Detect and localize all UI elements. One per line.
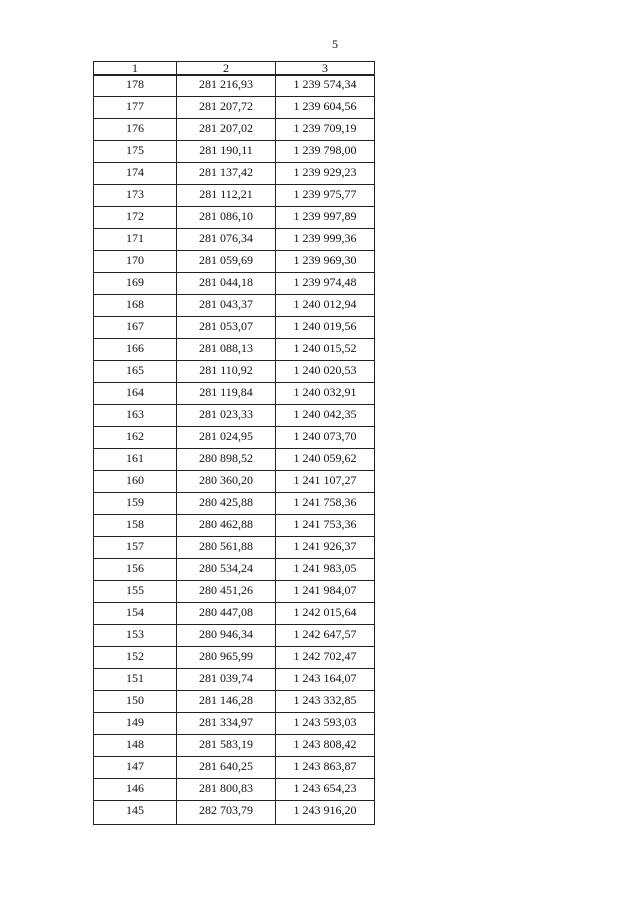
coordinate-x-cell: 281 207,02 bbox=[177, 120, 276, 142]
point-number-cell: 151 bbox=[94, 670, 177, 692]
point-number-cell: 173 bbox=[94, 186, 177, 208]
coordinate-y-cell: 1 239 929,23 bbox=[276, 164, 375, 186]
coordinates-table bbox=[93, 61, 375, 825]
table-row bbox=[94, 75, 375, 98]
coordinate-y-cell: 1 239 975,77 bbox=[276, 186, 375, 208]
coordinate-y-cell: 1 243 863,87 bbox=[276, 758, 375, 780]
coordinate-x-cell: 281 039,74 bbox=[177, 670, 276, 692]
coordinate-x-cell: 281 043,37 bbox=[177, 296, 276, 318]
coordinate-y-cell: 1 239 969,30 bbox=[276, 252, 375, 274]
point-number-cell: 153 bbox=[94, 626, 177, 648]
coordinate-y-cell: 1 240 059,62 bbox=[276, 450, 375, 472]
table-row bbox=[94, 582, 375, 604]
coordinate-y-cell: 1 239 974,48 bbox=[276, 274, 375, 296]
coordinate-x-cell: 280 447,08 bbox=[177, 604, 276, 626]
point-number-cell: 172 bbox=[94, 208, 177, 230]
coordinate-x-cell: 281 216,93 bbox=[177, 75, 276, 98]
point-number-cell: 158 bbox=[94, 516, 177, 538]
point-number-cell: 162 bbox=[94, 428, 177, 450]
table-row bbox=[94, 516, 375, 538]
table-row bbox=[94, 208, 375, 230]
coordinate-y-cell: 1 241 107,27 bbox=[276, 472, 375, 494]
coordinate-x-cell: 281 137,42 bbox=[177, 164, 276, 186]
table-row bbox=[94, 296, 375, 318]
table-header bbox=[94, 62, 375, 76]
point-number-cell: 159 bbox=[94, 494, 177, 516]
coordinate-y-cell: 1 243 332,85 bbox=[276, 692, 375, 714]
page-number: 5 bbox=[332, 37, 338, 51]
coordinate-x-cell: 280 534,24 bbox=[177, 560, 276, 582]
header-row bbox=[94, 62, 375, 76]
table-row bbox=[94, 780, 375, 802]
coordinate-x-cell: 281 207,72 bbox=[177, 98, 276, 120]
coordinate-y-cell: 1 240 042,35 bbox=[276, 406, 375, 428]
table-row bbox=[94, 120, 375, 142]
table-row bbox=[94, 274, 375, 296]
table-row bbox=[94, 406, 375, 428]
coordinate-y-cell: 1 240 019,56 bbox=[276, 318, 375, 340]
coordinate-x-cell: 281 112,21 bbox=[177, 186, 276, 208]
table-row bbox=[94, 384, 375, 406]
coordinate-x-cell: 282 703,79 bbox=[177, 802, 276, 825]
coordinate-y-cell: 1 243 164,07 bbox=[276, 670, 375, 692]
point-number-cell: 147 bbox=[94, 758, 177, 780]
coordinate-x-cell: 281 334,97 bbox=[177, 714, 276, 736]
point-number-cell: 157 bbox=[94, 538, 177, 560]
table-row bbox=[94, 318, 375, 340]
coordinate-x-cell: 281 190,11 bbox=[177, 142, 276, 164]
table-row bbox=[94, 736, 375, 758]
point-number-cell: 155 bbox=[94, 582, 177, 604]
point-number-cell: 171 bbox=[94, 230, 177, 252]
point-number-cell: 152 bbox=[94, 648, 177, 670]
coordinate-y-cell: 1 241 984,07 bbox=[276, 582, 375, 604]
point-number-cell: 154 bbox=[94, 604, 177, 626]
coordinate-y-cell: 1 243 593,03 bbox=[276, 714, 375, 736]
coordinate-x-cell: 280 965,99 bbox=[177, 648, 276, 670]
coordinate-y-cell: 1 243 808,42 bbox=[276, 736, 375, 758]
table-row bbox=[94, 648, 375, 670]
coordinate-x-cell: 281 024,95 bbox=[177, 428, 276, 450]
coordinate-x-cell: 281 088,13 bbox=[177, 340, 276, 362]
coordinate-x-cell: 280 561,88 bbox=[177, 538, 276, 560]
column-header-2: 2 bbox=[177, 62, 276, 76]
table-row bbox=[94, 494, 375, 516]
point-number-cell: 168 bbox=[94, 296, 177, 318]
coordinate-x-cell: 281 110,92 bbox=[177, 362, 276, 384]
table-row bbox=[94, 714, 375, 736]
table-row bbox=[94, 604, 375, 626]
coordinate-y-cell: 1 240 073,70 bbox=[276, 428, 375, 450]
point-number-cell: 160 bbox=[94, 472, 177, 494]
coordinate-y-cell: 1 241 758,36 bbox=[276, 494, 375, 516]
coordinate-y-cell: 1 239 999,36 bbox=[276, 230, 375, 252]
point-number-cell: 166 bbox=[94, 340, 177, 362]
point-number-cell: 178 bbox=[94, 75, 177, 98]
coordinate-x-cell: 280 451,26 bbox=[177, 582, 276, 604]
coordinate-x-cell: 281 076,34 bbox=[177, 230, 276, 252]
coordinate-y-cell: 1 241 926,37 bbox=[276, 538, 375, 560]
coordinate-x-cell: 280 898,52 bbox=[177, 450, 276, 472]
table-row bbox=[94, 252, 375, 274]
point-number-cell: 174 bbox=[94, 164, 177, 186]
point-number-cell: 170 bbox=[94, 252, 177, 274]
coordinate-y-cell: 1 241 753,36 bbox=[276, 516, 375, 538]
table-row bbox=[94, 362, 375, 384]
table-row bbox=[94, 670, 375, 692]
coordinate-y-cell: 1 239 997,89 bbox=[276, 208, 375, 230]
table-row bbox=[94, 758, 375, 780]
point-number-cell: 161 bbox=[94, 450, 177, 472]
coordinate-y-cell: 1 240 015,52 bbox=[276, 340, 375, 362]
point-number-cell: 175 bbox=[94, 142, 177, 164]
table-row bbox=[94, 560, 375, 582]
table-row bbox=[94, 98, 375, 120]
coordinate-y-cell: 1 239 709,19 bbox=[276, 120, 375, 142]
coordinate-y-cell: 1 241 983,05 bbox=[276, 560, 375, 582]
coordinate-y-cell: 1 243 654,23 bbox=[276, 780, 375, 802]
coordinate-x-cell: 280 462,88 bbox=[177, 516, 276, 538]
table-body bbox=[94, 75, 375, 825]
coordinate-x-cell: 281 640,25 bbox=[177, 758, 276, 780]
table-row bbox=[94, 538, 375, 560]
coordinate-x-cell: 281 800,83 bbox=[177, 780, 276, 802]
coordinate-y-cell: 1 240 012,94 bbox=[276, 296, 375, 318]
coordinate-x-cell: 280 946,34 bbox=[177, 626, 276, 648]
coordinate-x-cell: 281 053,07 bbox=[177, 318, 276, 340]
column-header-3: 3 bbox=[276, 62, 375, 76]
point-number-cell: 149 bbox=[94, 714, 177, 736]
table-row bbox=[94, 186, 375, 208]
coordinate-y-cell: 1 240 020,53 bbox=[276, 362, 375, 384]
point-number-cell: 169 bbox=[94, 274, 177, 296]
coordinate-y-cell: 1 242 702,47 bbox=[276, 648, 375, 670]
point-number-cell: 145 bbox=[94, 802, 177, 825]
table-row bbox=[94, 164, 375, 186]
table-row bbox=[94, 230, 375, 252]
coordinate-x-cell: 280 360,20 bbox=[177, 472, 276, 494]
coordinate-x-cell: 280 425,88 bbox=[177, 494, 276, 516]
point-number-cell: 156 bbox=[94, 560, 177, 582]
coordinate-x-cell: 281 583,19 bbox=[177, 736, 276, 758]
coordinate-y-cell: 1 239 574,34 bbox=[276, 75, 375, 98]
coordinate-x-cell: 281 086,10 bbox=[177, 208, 276, 230]
coordinate-y-cell: 1 240 032,91 bbox=[276, 384, 375, 406]
point-number-cell: 167 bbox=[94, 318, 177, 340]
table-row bbox=[94, 692, 375, 714]
table-row bbox=[94, 450, 375, 472]
coordinate-x-cell: 281 023,33 bbox=[177, 406, 276, 428]
table-row bbox=[94, 472, 375, 494]
coordinate-y-cell: 1 243 916,20 bbox=[276, 802, 375, 825]
point-number-cell: 177 bbox=[94, 98, 177, 120]
table-row bbox=[94, 626, 375, 648]
point-number-cell: 164 bbox=[94, 384, 177, 406]
coordinate-x-cell: 281 146,28 bbox=[177, 692, 276, 714]
point-number-cell: 176 bbox=[94, 120, 177, 142]
point-number-cell: 150 bbox=[94, 692, 177, 714]
coordinate-x-cell: 281 059,69 bbox=[177, 252, 276, 274]
coordinate-x-cell: 281 044,18 bbox=[177, 274, 276, 296]
table-row bbox=[94, 340, 375, 362]
column-header-1: 1 bbox=[94, 62, 177, 76]
point-number-cell: 163 bbox=[94, 406, 177, 428]
table-row bbox=[94, 142, 375, 164]
point-number-cell: 146 bbox=[94, 780, 177, 802]
coordinate-y-cell: 1 239 604,56 bbox=[276, 98, 375, 120]
point-number-cell: 148 bbox=[94, 736, 177, 758]
table-row bbox=[94, 802, 375, 825]
coordinate-y-cell: 1 239 798,00 bbox=[276, 142, 375, 164]
coordinate-y-cell: 1 242 015,64 bbox=[276, 604, 375, 626]
coordinate-x-cell: 281 119,84 bbox=[177, 384, 276, 406]
point-number-cell: 165 bbox=[94, 362, 177, 384]
coordinate-y-cell: 1 242 647,57 bbox=[276, 626, 375, 648]
table-row bbox=[94, 428, 375, 450]
